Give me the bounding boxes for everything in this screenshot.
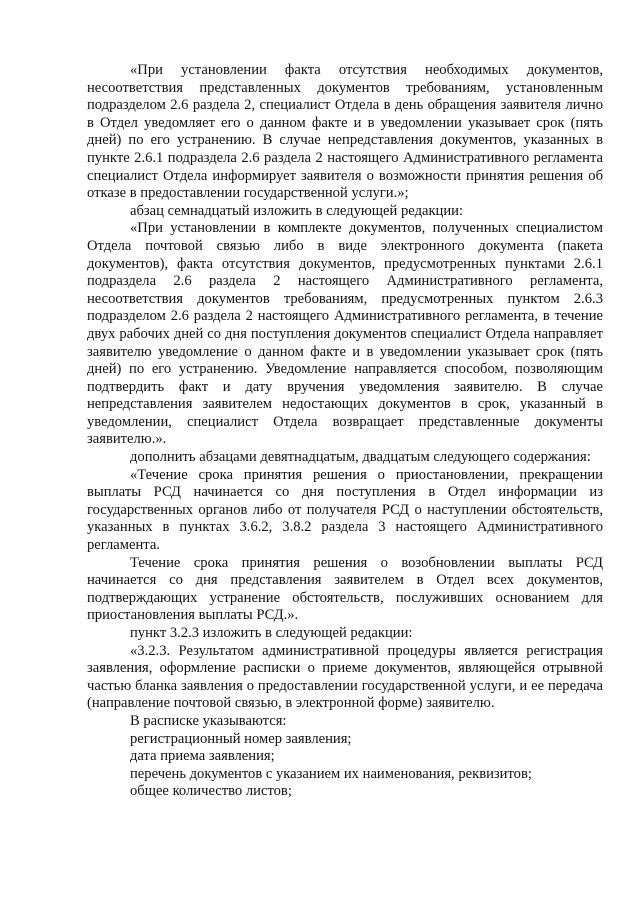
- paragraph: «Течение срока принятия решения о приостановлении, прекращении выплаты РСД начинается со дня поступления в Отдел информации из государственных органов либо от получателя РСД о наступлении обстоятельств, указанных в пунктах 3.6.2, 3.8.2 раздела 3 настоящего Административного регламента.: [87, 466, 603, 554]
- paragraph: дополнить абзацами девятнадцатым, двадцатым следующего содержания:: [130, 449, 591, 466]
- paragraph: дата приема заявления;: [130, 748, 275, 765]
- paragraph: «При установлении в комплекте документов, полученных специалистом Отдела почтовой связью либо в виде электронного документа (пакета документов), факта отсутствия документов, предусмотренных пунктами 2.6.1 подраздела 2.6 раздела 2 настоящего Административного регламента, несоответствия документов требованиям, предусмотренных пунктом 2.6.3 подразделом 2.6 раздела 2 настоящего Административного регламента, в течение двух рабочих дней со дня поступления документов специалист Отдела направляет заявителю уведомление о данном факте и в уведомлении указывает срок (пять дней) по его устранению. Уведомление направляется способом, позволяющим подтвердить факт и дату вручения уведомления заявителю. В случае непредставления заявителем недостающих документов в срок, указанный в уведомлении, специалист Отдела возвращает представленные документы заявителю.».: [87, 220, 603, 448]
- paragraph: Течение срока принятия решения о возобновлении выплаты РСД начинается со дня представления заявителем в Отдел всех документов, подтверждающих устранение обстоятельств, послуживших основанием для приостановления выплаты РСД.».: [87, 554, 603, 624]
- paragraph: пункт 3.2.3 изложить в следующей редакции:: [130, 625, 413, 641]
- paragraph: перечень документов с указанием их наименования, реквизитов;: [130, 765, 532, 782]
- paragraph: регистрационный номер заявления;: [130, 730, 352, 747]
- paragraph: В расписке указываются:: [130, 712, 287, 729]
- paragraph: общее количество листов;: [130, 783, 292, 800]
- paragraph: «3.2.3. Результатом административной процедуры является регистрация заявления, оформление расписки о приеме документов, являющейся отрывной частью бланка заявления о предоставлении государственной услуги, и ее передача (направление почтовой связью, в электронной форме) заявителю.: [87, 642, 603, 712]
- paragraph: абзац семнадцатый изложить в следующей редакции:: [130, 202, 464, 219]
- paragraph: «При установлении факта отсутствия необходимых документов, несоответствия представленных документов требованиям, установленным подразделом 2.6 раздела 2, специалист Отдела в день обращения заявителя лично в Отдел уведомляет его о данном факте и в уведомлении указывает срок (пять дней) по его устранению. В случае непредставления документов, указанных в пункте 2.6.1 подраздела 2.6 раздела 2 настоящего Административного регламента специалист Отдела информирует заявителя о возможности принятия решения об отказе в предоставлении государственной услуги.»;: [87, 62, 603, 202]
- document-page: [87, 62, 603, 801]
